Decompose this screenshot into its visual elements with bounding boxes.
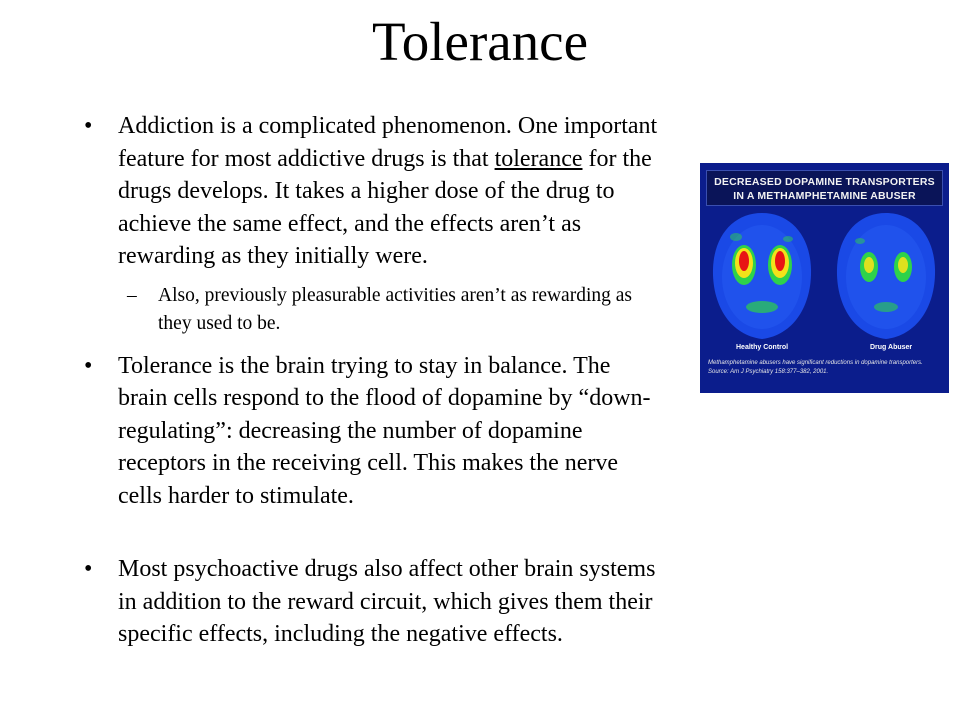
figure-title-line1: DECREASED DOPAMINE TRANSPORTERS [714,176,935,188]
figure-caption-line2: Source: Am J Psychiatry 158:377–382, 2001. [708,369,829,375]
underlined-term: tolerance [494,145,583,172]
sub-bullet-symbol: – [127,284,137,306]
figure-title-line2: IN A METHAMPHETAMINE ABUSER [733,190,916,202]
brain-scans [700,207,949,347]
figure-title-box [706,170,943,206]
page-title: Tolerance [372,11,588,72]
healthy-control-label: Healthy Control [736,344,789,351]
bullet-text: Addiction is a complicated phenomenon. One important feature for most addictive drugs is that [118,113,658,172]
bullet-text: for the drugs develops. It takes a higher dose of the drug to achieve the same effect, and the effects aren’t as rewarding as they initially were. [118,145,652,269]
bullet-item [80,110,660,273]
bullet-item [80,553,660,651]
sub-bullet-text: Also, previously pleasurable activities aren’t as rewarding as they used to be. [158,284,632,334]
bullet-text: Tolerance is the brain trying to stay in balance. The brain cells respond to the flood of dopamine by “down-regulating”: decreasing the number of dopamine receptors in the receiving cell. This makes the nerve cells harder to stimulate. [118,352,651,509]
figure-caption-line1: Methamphetamine abusers have significant reductions in dopamine transporters. [708,360,923,366]
drug-abuser-label: Drug Abuser [870,344,913,351]
bullet-symbol: • [84,352,93,379]
brain-scan-figure [700,163,949,393]
sub-bullet-item [80,282,660,338]
bullet-symbol: • [84,556,93,582]
bullet-symbol: • [84,113,93,139]
healthy-control-scan [713,213,811,339]
bullet-list [80,110,660,651]
bullet-text: Most psychoactive drugs also affect other brain systems in addition to the reward circuit, which gives them their specific effects, including the negative effects. [118,556,656,647]
bullet-item [80,350,660,513]
drug-abuser-scan [837,213,935,339]
